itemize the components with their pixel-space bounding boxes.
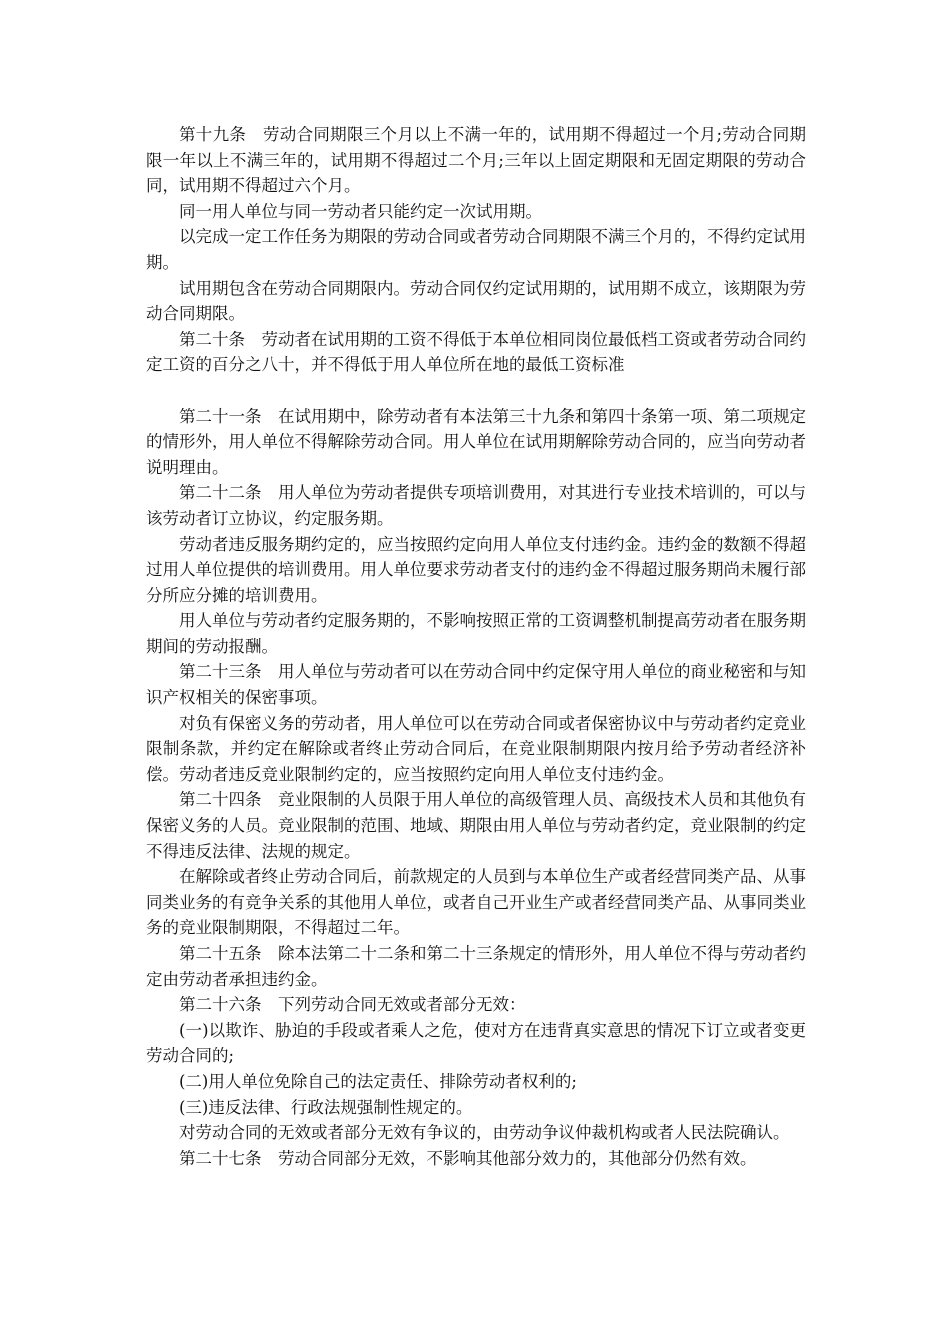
paragraph-article-23: 第二十三条 用人单位与劳动者可以在劳动合同中约定保守用人单位的商业秘密和与知识产权相关的保密事项。 (146, 662, 806, 708)
paragraph-article-21: 第二十一条 在试用期中，除劳动者有本法第三十九条和第四十条第一项、第二项规定的情形外，用人单位不得解除劳动合同。用人单位在试用期解除劳动合同的，应当向劳动者说明理由。 (146, 406, 806, 477)
paragraph-probation-task: 以完成一定工作任务为期限的劳动合同或者劳动合同期限不满三个月的，不得约定试用期。 (146, 227, 806, 272)
paragraph-article-27: 第二十七条 劳动合同部分无效，不影响其他部分效力的，其他部分仍然有效。 (179, 1148, 757, 1168)
paragraph-item-3: (三)违反法律、行政法规强制性规定的。 (179, 1097, 473, 1117)
paragraph-article-25: 第二十五条 除本法第二十二条和第二十三条规定的情形外，用人单位不得与劳动者约定由劳动者承担违约金。 (146, 944, 806, 989)
paragraph-article-20: 第二十条 劳动者在试用期的工资不得低于本单位相同岗位最低档工资或者劳动合同约定工资的百分之八十，并不得低于用人单位所在地的最低工资标准 (146, 329, 806, 375)
paragraph-service-pay: 用人单位与劳动者约定服务期的，不影响按照正常的工资调整机制提高劳动者在服务期期间的劳动报酬。 (146, 611, 806, 656)
paragraph-item-2: (二)用人单位免除自己的法定责任、排除劳动者权利的; (179, 1071, 577, 1091)
paragraph-article-24: 第二十四条 竞业限制的人员限于用人单位的高级管理人员、高级技术人员和其他负有保密义务的人员。竞业限制的范围、地域、期限由用人单位与劳动者约定，竞业限制的约定不得违反法律、法规的规定。 (146, 790, 806, 861)
paragraph-article-22: 第二十二条 用人单位为劳动者提供专项培训费用，对其进行专业技术培训的，可以与该劳动者订立协议，约定服务期。 (146, 483, 806, 528)
paragraph-non-compete-clause: 对负有保密义务的劳动者，用人单位可以在劳动合同或者保密协议中与劳动者约定竞业限制条款，并约定在解除或者终止劳动合同后，在竞业限制期限内按月给予劳动者经济补偿。劳动者违反竞业限制约定的，应当按照约定向用人单位支付违约金。 (146, 713, 806, 784)
document-body (146, 122, 806, 1171)
paragraph-article-19: 第十九条 劳动合同期限三个月以上不满一年的，试用期不得超过一个月;劳动合同期限一年以上不满三年的，试用期不得超过二个月;三年以上固定期限和无固定期限的劳动合同，试用期不得超过六个月。 (146, 125, 806, 196)
paragraph-probation-once: 同一用人单位与同一劳动者只能约定一次试用期。 (179, 201, 542, 221)
paragraph-invalid-dispute: 对劳动合同的无效或者部分无效有争议的，由劳动争议仲裁机构或者人民法院确认。 (179, 1123, 790, 1143)
paragraph-non-compete-period: 在解除或者终止劳动合同后，前款规定的人员到与本单位生产或者经营同类产品、从事同类业务的有竞争关系的其他用人单位，或者自己开业生产或者经营同类产品、从事同类业务的竞业限制期限，不得超过二年。 (146, 867, 806, 938)
paragraph-article-26: 第二十六条 下列劳动合同无效或者部分无效： (179, 995, 526, 1015)
paragraph-item-1: (一)以欺诈、胁迫的手段或者乘人之危，使对方在违背真实意思的情况下订立或者变更劳动合同的; (146, 1020, 806, 1066)
paragraph-probation-included: 试用期包含在劳动合同期限内。劳动合同仅约定试用期的，试用期不成立，该期限为劳动合同期限。 (146, 278, 806, 324)
paragraph-service-penalty: 劳动者违反服务期约定的，应当按照约定向用人单位支付违约金。违约金的数额不得超过用人单位提供的培训费用。用人单位要求劳动者支付的违约金不得超过服务期尚未履行部分所应分摊的培训费用。 (146, 534, 806, 605)
